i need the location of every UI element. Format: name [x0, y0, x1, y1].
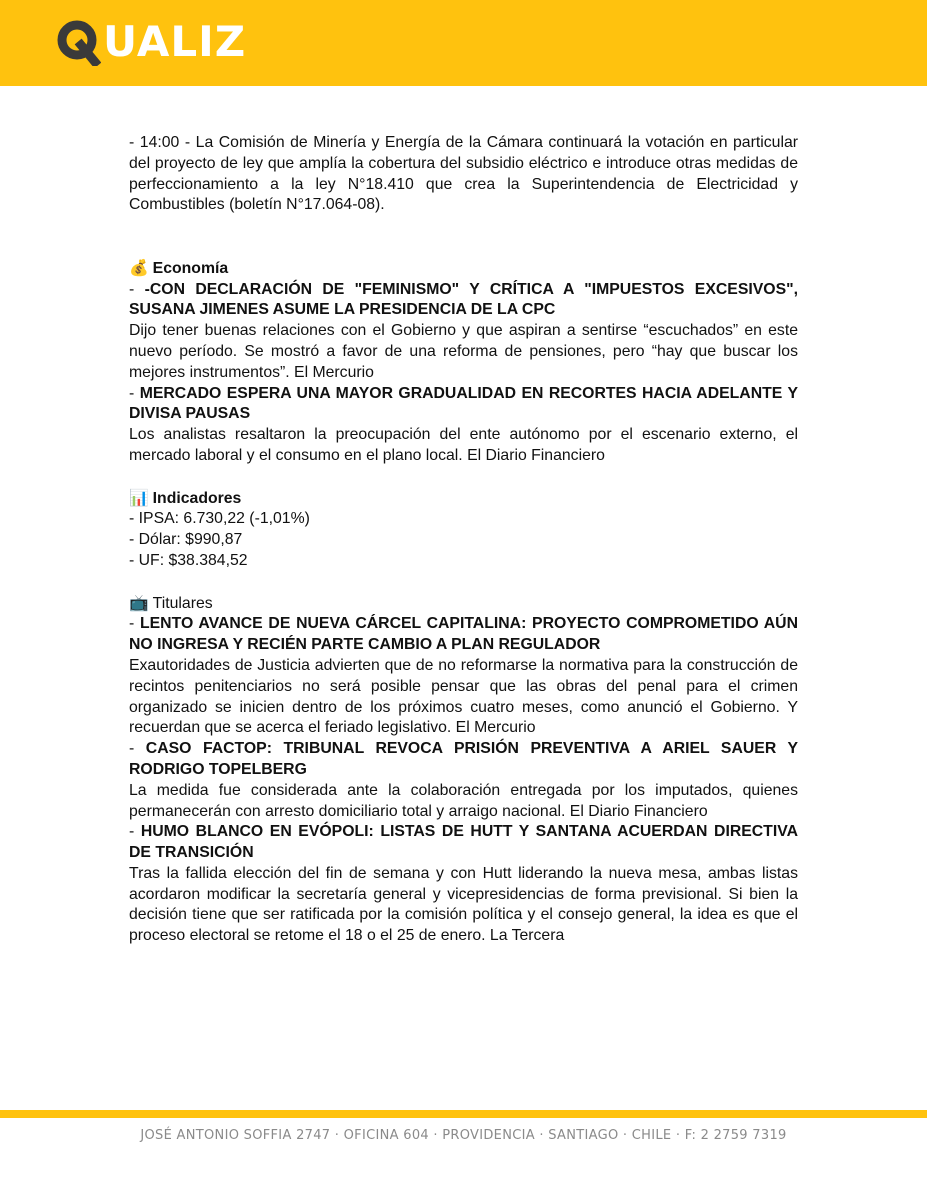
section-title-text: Indicadores — [152, 489, 242, 507]
section-title-titulares — [129, 593, 798, 615]
news-item — [129, 739, 798, 781]
news-item — [129, 280, 798, 322]
item-prefix: - — [129, 384, 140, 402]
spacer — [129, 216, 798, 258]
money-bag-icon: 💰 — [129, 257, 149, 277]
section-title-economia — [129, 258, 798, 280]
news-body: La medida fue considerada ante la colaboración entregada por los imputados, quienes permanecerán con arresto domiciliario total y arraigo nacional. El Diario Financiero — [129, 781, 798, 820]
bar-chart-icon: 📊 — [129, 487, 149, 507]
news-headline: CASO FACTOP: TRIBUNAL REVOCA PRISIÓN PREVENTIVA A ARIEL SAUER Y RODRIGO TOPELBERG — [129, 740, 798, 778]
section-title-indicadores — [129, 488, 798, 510]
spacer — [129, 467, 798, 488]
logo-q-icon — [55, 18, 101, 66]
footer-divider — [0, 1110, 927, 1118]
television-icon: 📺 — [129, 592, 149, 612]
news-item — [129, 384, 798, 426]
news-headline: MERCADO ESPERA UNA MAYOR GRADUALIDAD EN RECORTES HACIA ADELANTE Y DIVISA PAUSAS — [129, 384, 798, 423]
indicator-dolar: - Dólar: $990,87 — [129, 531, 243, 549]
qualiz-logo — [55, 18, 246, 66]
news-headline: LENTO AVANCE DE NUEVA CÁRCEL CAPITALINA: PROYECTO COMPROMETIDO AÚN NO INGRESA Y RECIÉN PARTE CAMBIO A PLAN REGULADOR — [129, 615, 798, 654]
indicator-uf: - UF: $38.384,52 — [129, 551, 248, 569]
spacer — [129, 572, 798, 593]
item-prefix: - — [129, 740, 146, 758]
section-title-text: Titulares — [152, 594, 213, 612]
section-title-text: Economía — [152, 259, 229, 277]
news-item — [129, 822, 798, 864]
footer-address: JOSÉ ANTONIO SOFFIA 2747 · OFICINA 604 · PROVIDENCIA · SANTIAGO · CHILE · F: 2 2759 7319 — [140, 1128, 787, 1143]
news-headline: HUMO BLANCO EN EVÓPOLI: LISTAS DE HUTT Y SANTANA ACUERDAN DIRECTIVA DE TRANSICIÓN — [129, 823, 798, 862]
item-prefix: - — [129, 823, 141, 841]
document-body — [129, 133, 798, 947]
agenda-item: - 14:00 - La Comisión de Minería y Energía de la Cámara continuará la votación en particular del proyecto de ley que amplía la cobertura del subsidio eléctrico e introduce otras medidas de perfeccionamiento a la ley N°18.410 que crea la Superintendencia de Electricidad y Combustibles (boletín N°17.064-08). — [129, 134, 798, 214]
header-band — [0, 0, 927, 86]
item-prefix: - — [129, 615, 140, 633]
news-headline: -CON DECLARACIÓN DE "FEMINISMO" Y CRÍTICA A "IMPUESTOS EXCESIVOS", SUSANA JIMENES ASUME LA PRESIDENCIA DE LA CPC — [129, 280, 798, 319]
indicator-ipsa: - IPSA: 6.730,22 (-1,01%) — [129, 510, 310, 528]
news-body: Dijo tener buenas relaciones con el Gobierno y que aspiran a sentirse “escuchados” en este nuevo período. Se mostró a favor de una reforma de pensiones, pero “hay que buscar los mejores instrumentos”. El Mercurio — [129, 322, 798, 381]
news-body: Exautoridades de Justicia advierten que de no reformarse la normativa para la construcción de recintos penitenciarios no será posible pensar que las obras del penal para el crimen organizado se inicien dentro de los próximos cuatro meses, como anunció el Gobierno. Y recuerdan que se acerca el feriado legislativo. El Mercurio — [129, 656, 798, 737]
news-body: Los analistas resaltaron la preocupación del ente autónomo por el escenario externo, el mercado laboral y el consumo en el plano local. El Diario Financiero — [129, 426, 798, 464]
item-prefix: - — [129, 280, 145, 298]
news-item — [129, 614, 798, 656]
logo-text: UALIZ — [103, 17, 247, 66]
news-body: Tras la fallida elección del fin de semana y con Hutt liderando la nueva mesa, ambas listas acordaron modificar la secretaría general y vicepresidencias de forma previsional. Si bien la decisión tiene que ser ratificada por la comisión política y el consejo general, la idea es que el proceso electoral se retome el 18 o el 25 de enero. La Tercera — [129, 864, 798, 945]
